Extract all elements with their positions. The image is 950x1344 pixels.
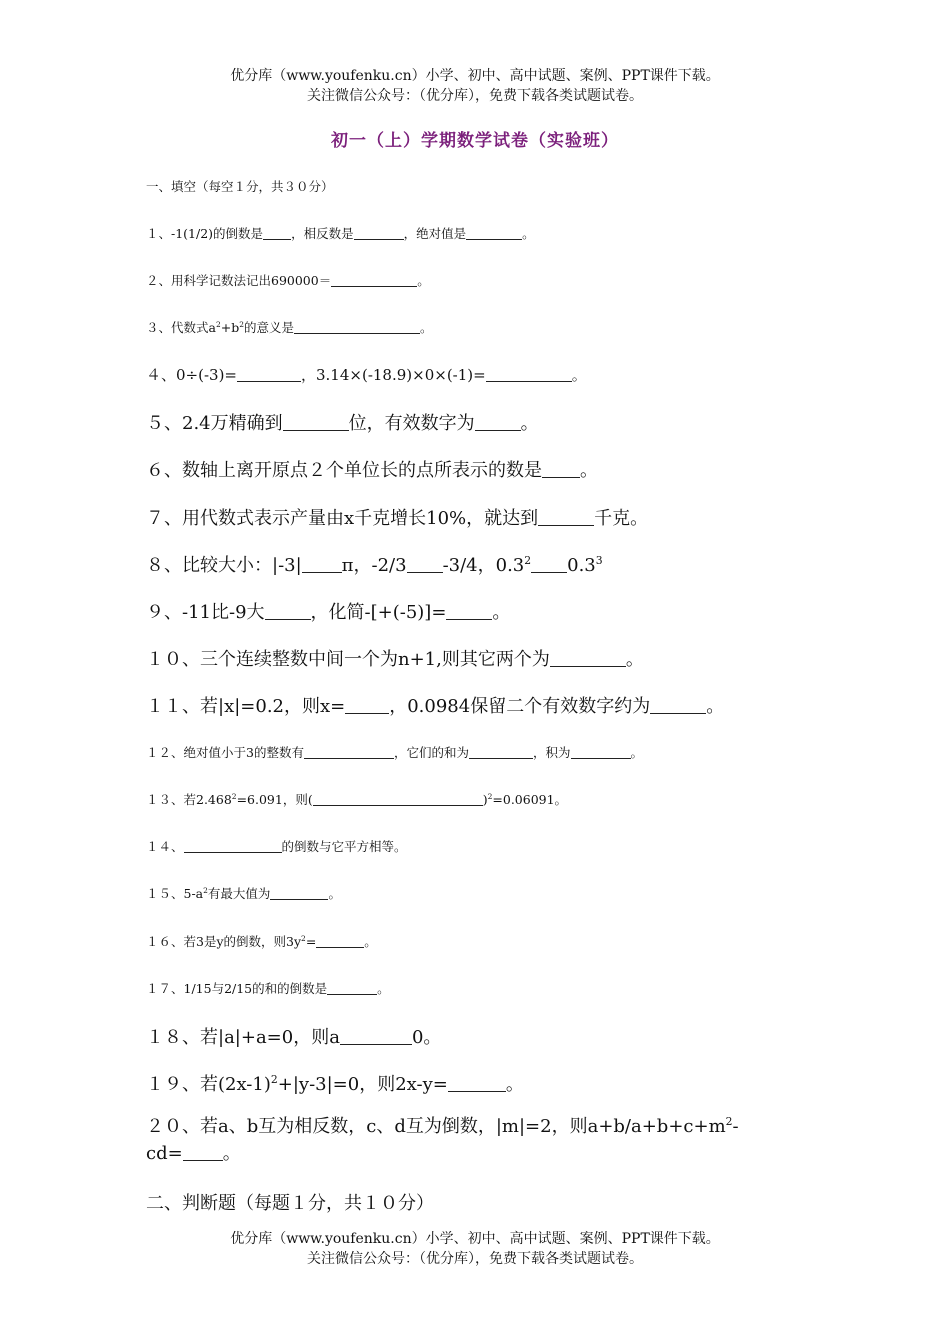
- answer-blank: [316, 935, 364, 949]
- question-13: １３、若$2.468^2=6.091$，则( )$^2$=0.06091。: [146, 791, 568, 807]
- answer-blank: [448, 1073, 506, 1092]
- section-heading-true-false: 二、判断题（每题１分，共１０分）: [146, 1193, 434, 1214]
- answer-blank: [283, 412, 349, 431]
- answer-blank: [354, 227, 404, 241]
- question-3: ３、代数式$a^2+b^2$的意义是 。: [146, 319, 433, 335]
- question-19: １９、若$(2x-1)^2+|y-3|=0$，则2x-y= 。: [146, 1073, 524, 1095]
- answer-blank: [327, 982, 377, 996]
- question-20: ２０、若a、b互为相反数，c、d互为倒数，|m|=2，则$a+b/a+b+c+m^2-cd=$ 。: [146, 1115, 739, 1164]
- footer-line-1: 优分库（www.youfenku.cn）小学、初中、高中试题、案例、PPT课件下载。: [230, 1231, 720, 1247]
- answer-blank: [542, 459, 580, 478]
- question-1: １、-1(1/2)的倒数是 ，相反数是 ，绝对值是 。: [146, 226, 535, 241]
- answer-blank: [446, 601, 492, 620]
- question-14: １４、 的倒数与它平方相等。: [146, 839, 407, 854]
- question-9: ９、-11比-9大 ，化简-[+(-5)]= 。: [146, 602, 511, 623]
- question-11: １１、若|x|=0.2，则x= ，0.0984保留二个有效数字约为 。: [146, 696, 725, 717]
- answer-blank: [304, 746, 394, 760]
- answer-blank: [345, 695, 389, 714]
- question-10: １０、三个连续整数中间一个为n+1,则其它两个为 。: [146, 649, 644, 670]
- answer-blank: [302, 554, 342, 573]
- question-18: １８、若|a|+a=0，则a 0。: [146, 1027, 442, 1048]
- answer-blank: [407, 554, 443, 573]
- answer-blank: [486, 366, 572, 382]
- answer-blank: [571, 746, 631, 760]
- answer-blank: [650, 695, 706, 714]
- section-heading-fill-in: 一、填空（每空１分，共３０分）: [146, 179, 334, 194]
- header-line-1: 优分库（www.youfenku.cn）小学、初中、高中试题、案例、PPT课件下载。: [230, 68, 720, 84]
- answer-blank: [475, 412, 521, 431]
- answer-blank: [265, 601, 311, 620]
- question-8: ８、比较大小：|-3| π，-2/3 -3/4，$0.3^2$ $0.3^3$: [146, 554, 603, 576]
- question-16: １６、若3是y的倒数，则$3y^2=$ 。: [146, 933, 377, 949]
- answer-blank: [237, 366, 301, 382]
- answer-blank: [469, 746, 533, 760]
- page-title: 初一（上）学期数学试卷（实验班）: [331, 131, 619, 151]
- answer-blank: [331, 274, 417, 288]
- answer-blank: [531, 554, 567, 573]
- question-5: ５、2.4万精确到 位，有效数字为 。: [146, 413, 539, 434]
- question-7: ７、用代数式表示产量由x千克增长10%，就达到 千克。: [146, 508, 649, 529]
- question-17: １７、1/15与2/15的和的倒数是 。: [146, 981, 390, 996]
- answer-blank: [270, 887, 328, 901]
- question-4: ４、0÷(-3)= ，3.14×(-18.9)×0×(-1)= 。: [146, 366, 587, 384]
- question-15: １５、$5-a^2$有最大值为 。: [146, 885, 341, 901]
- answer-blank: [313, 793, 483, 807]
- answer-blank: [466, 227, 522, 241]
- answer-blank: [538, 507, 594, 526]
- answer-blank: [184, 840, 282, 854]
- answer-blank: [294, 321, 420, 335]
- answer-blank: [263, 227, 291, 241]
- answer-blank: [183, 1142, 223, 1161]
- header-line-2: 关注微信公众号：（优分库），免费下载各类试题试卷。: [307, 88, 643, 104]
- question-12: １２、绝对值小于3的整数有 ，它们的和为 ，积为 。: [146, 745, 644, 760]
- answer-blank: [340, 1026, 412, 1045]
- question-6: ６、数轴上离开原点２个单位长的点所表示的数是 。: [146, 460, 598, 481]
- answer-blank: [550, 648, 626, 667]
- footer-line-2: 关注微信公众号：（优分库），免费下载各类试题试卷。: [307, 1251, 643, 1267]
- question-2: ２、用科学记数法记出690000＝ 。: [146, 273, 430, 288]
